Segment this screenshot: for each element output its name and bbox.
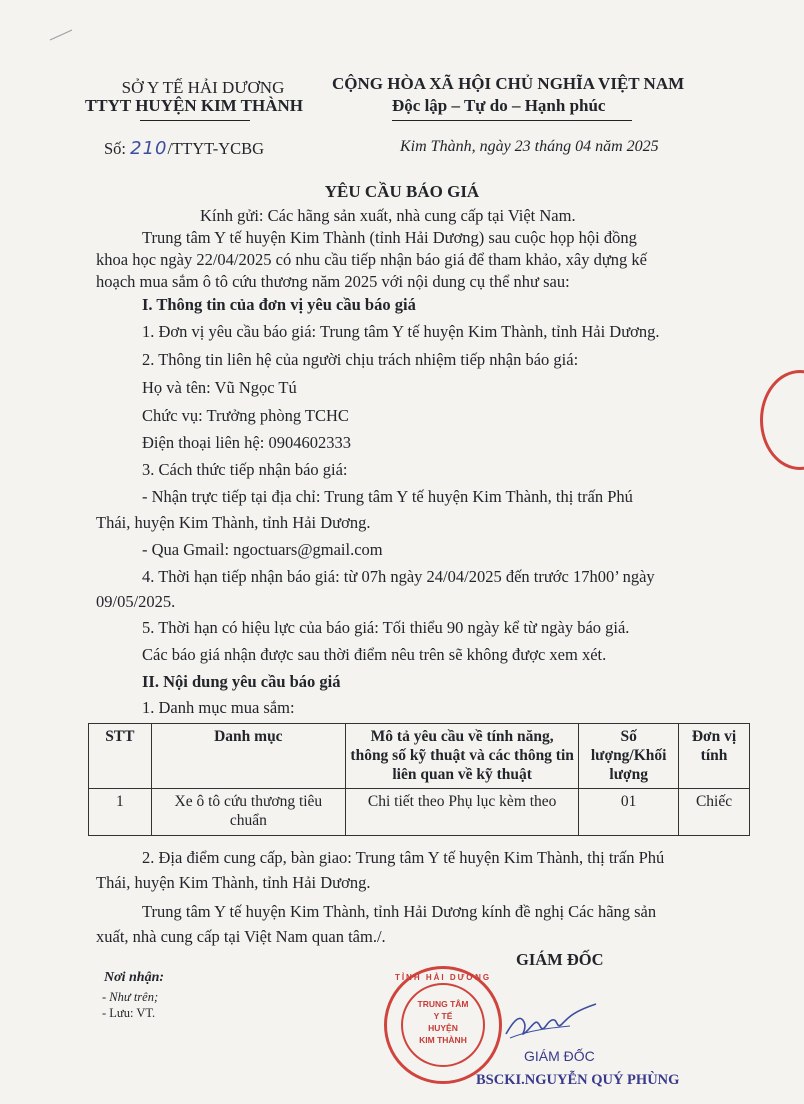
- recipients-label: Nơi nhận:: [104, 970, 165, 985]
- table-header-row: [89, 724, 750, 789]
- contact-name: Họ và tên: Vũ Ngọc Tú: [142, 378, 297, 397]
- cell-category: Xe ô tô cứu thương tiêu chuẩn: [151, 789, 345, 836]
- table-row: [89, 789, 750, 836]
- intro-line-1: Trung tâm Y tế huyện Kim Thành (tỉnh Hải Dương) sau cuộc họp hội đồng: [142, 228, 637, 247]
- handwritten-signature-icon: [500, 1000, 600, 1048]
- section-2-item-1: 1. Danh mục mua sắm:: [142, 698, 295, 717]
- col-header-unit: Đơn vị tính: [679, 724, 750, 789]
- number-suffix: /TTYT-YCBG: [167, 139, 265, 158]
- signer-name: BSCKI.NGUYỄN QUÝ PHÙNG: [476, 1072, 680, 1088]
- stamp-ring-text: TỈNH HẢI DƯƠNG: [394, 973, 492, 982]
- closing-line-1: Trung tâm Y tế huyện Kim Thành, tỉnh Hải Dương kính đề nghị Các hãng sản: [142, 902, 657, 921]
- direct-receive-line-2: Thái, huyện Kim Thành, tỉnh Hải Dương.: [96, 513, 371, 532]
- section-1-item-1: 1. Đơn vị yêu cầu báo giá: Trung tâm Y tế huyện Kim Thành, tỉnh Hải Dương.: [142, 322, 660, 341]
- col-header-stt: STT: [89, 724, 152, 789]
- col-header-category: Danh mục: [151, 724, 345, 789]
- late-quote-note: Các báo giá nhận được sau thời điểm nêu trên sẽ không được xem xét.: [142, 645, 607, 664]
- national-motto: Độc lập – Tự do – Hạnh phúc: [392, 96, 606, 115]
- cell-description: Chi tiết theo Phụ lục kèm theo: [345, 789, 578, 836]
- pen-mark-icon: [48, 28, 74, 42]
- intro-line-2: khoa học ngày 22/04/2025 có nhu cầu tiếp nhận báo giá để tham khảo, xây dựng kế: [96, 250, 648, 269]
- agency-underline: [140, 120, 250, 121]
- section-1-heading: I. Thông tin của đơn vị yêu cầu báo giá: [142, 295, 416, 314]
- number-handwritten: 210: [130, 138, 168, 159]
- section-1-item-3: 3. Cách thức tiếp nhận báo giá:: [142, 460, 348, 479]
- recipients-item-2: - Lưu: VT.: [102, 1006, 156, 1020]
- section-2-item-2-line-2: Thái, huyện Kim Thành, tỉnh Hải Dương.: [96, 873, 371, 892]
- recipients-item-1: - Như trên;: [102, 990, 159, 1004]
- closing-line-2: xuất, nhà cung cấp tại Việt Nam quan tâm./.: [96, 927, 386, 946]
- number-prefix: Số:: [104, 139, 127, 158]
- section-1-item-4-line-1: 4. Thời hạn tiếp nhận báo giá: từ 07h ngày 24/04/2025 đến trước 17h00’ ngày: [142, 567, 655, 586]
- agency-parent: SỞ Y TẾ HẢI DƯƠNG: [121, 78, 285, 97]
- official-stamp: [384, 966, 502, 1084]
- recipient-line: Kính gửi: Các hãng sản xuất, nhà cung cấp tại Việt Nam.: [200, 206, 576, 225]
- section-2-heading: II. Nội dung yêu cầu báo giá: [142, 672, 341, 691]
- contact-phone: Điện thoại liên hệ: 0904602333: [142, 433, 351, 452]
- procurement-table: [88, 723, 750, 836]
- place-date: Kim Thành, ngày 23 tháng 04 năm 2025: [400, 138, 659, 155]
- gmail-line: - Qua Gmail: ngoctuars@gmail.com: [142, 540, 383, 559]
- stamp-line-2: Y TẾ: [433, 1011, 453, 1021]
- intro-line-3: hoạch mua sắm ô tô cứu thương năm 2025 với nội dung cụ thể như sau:: [96, 272, 570, 291]
- document-title: YÊU CẦU BÁO GIÁ: [324, 182, 480, 201]
- stamp-title-giam-doc: GIÁM ĐỐC: [524, 1048, 595, 1064]
- section-1-item-5: 5. Thời hạn có hiệu lực của báo giá: Tối thiểu 90 ngày kể từ ngày báo giá.: [142, 618, 630, 637]
- national-title: CỘNG HÒA XÃ HỘI CHỦ NGHĨA VIỆT NAM: [332, 74, 685, 93]
- agency-name: TTYT HUYỆN KIM THÀNH: [84, 96, 304, 115]
- document-number: [104, 138, 264, 159]
- signature-title: GIÁM ĐỐC: [516, 950, 604, 969]
- direct-receive-line-1: - Nhận trực tiếp tại địa chỉ: Trung tâm Y tế huyện Kim Thành, thị trấn Phú: [142, 487, 633, 506]
- cell-unit: Chiếc: [679, 789, 750, 836]
- stamp-line-4: KIM THÀNH: [419, 1035, 467, 1045]
- stamp-line-3: HUYỆN: [428, 1023, 458, 1033]
- cell-stt: 1: [89, 789, 152, 836]
- col-header-quantity: Số lượng/Khối lượng: [579, 724, 679, 789]
- motto-underline: [392, 120, 632, 121]
- section-1-item-2: 2. Thông tin liên hệ của người chịu trách nhiệm tiếp nhận báo giá:: [142, 350, 579, 369]
- section-2-item-2-line-1: 2. Địa điểm cung cấp, bàn giao: Trung tâm Y tế huyện Kim Thành, thị trấn Phú: [142, 848, 665, 867]
- stamp-line-1: TRUNG TÂM: [417, 999, 469, 1009]
- cell-quantity: 01: [579, 789, 679, 836]
- col-header-description: Mô tả yêu cầu về tính năng, thông số kỹ thuật và các thông tin liên quan về kỹ thuật: [345, 724, 578, 789]
- section-1-item-4-line-2: 09/05/2025.: [96, 592, 176, 611]
- contact-position: Chức vụ: Trưởng phòng TCHC: [142, 406, 349, 425]
- partial-side-stamp: [760, 370, 804, 470]
